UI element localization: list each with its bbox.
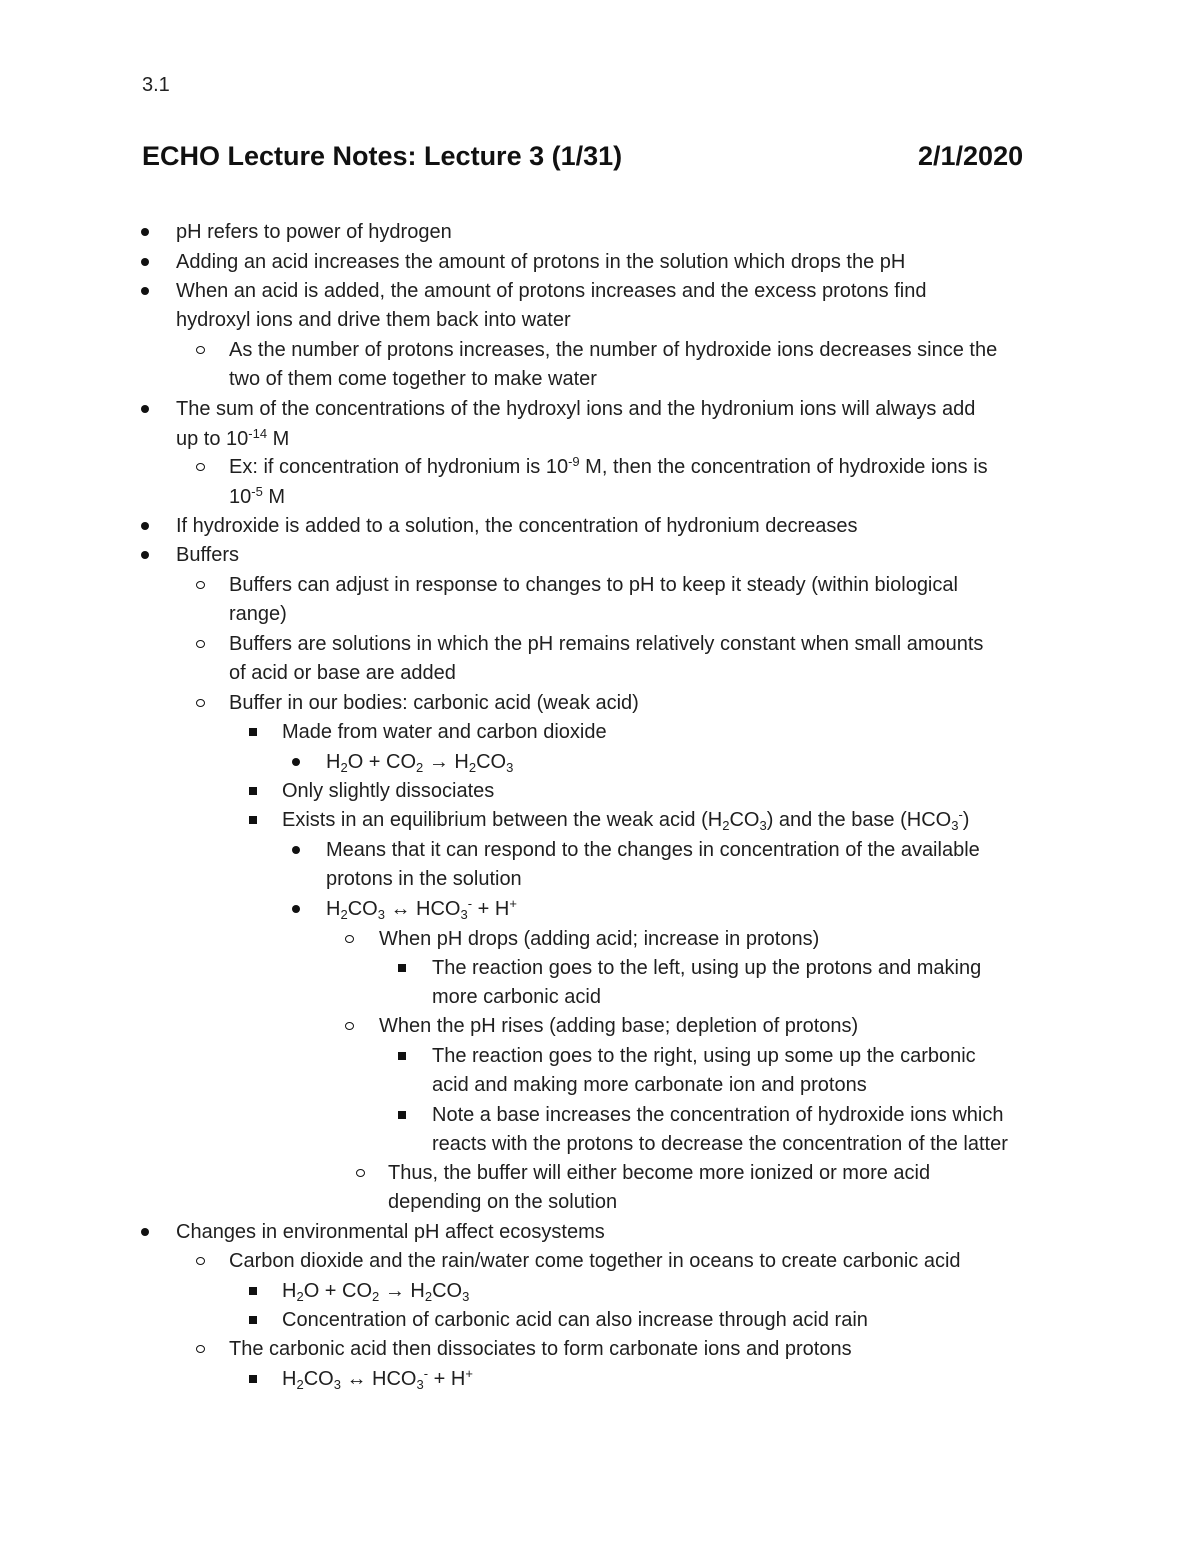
list-item-continuation: acid and making more carbonate ion and protons	[432, 1074, 867, 1096]
bullet-square-icon	[249, 787, 257, 795]
list-item-continuation	[229, 483, 285, 511]
list-item: The reaction goes to the right, using up some up the carbonic	[432, 1045, 976, 1067]
list-item-continuation: reacts with the protons to decrease the concentration of the latter	[432, 1133, 1008, 1155]
bullet-circle-icon	[356, 1169, 365, 1177]
bullet-square-icon	[249, 1287, 257, 1295]
subscript: 2	[340, 907, 348, 922]
list-item	[282, 806, 969, 834]
list-item-continuation	[176, 425, 289, 453]
list-item-continuation: protons in the solution	[326, 868, 522, 890]
subscript: 2	[372, 1289, 380, 1304]
superscript: -5	[251, 484, 263, 499]
chemical-equation	[326, 748, 513, 776]
subscript: 3	[333, 1377, 341, 1392]
text: )	[962, 809, 970, 831]
page-date: 2/1/2020	[918, 141, 1024, 171]
list-item: If hydroxide is added to a solution, the concentration of hydronium decreases	[176, 515, 858, 537]
bullet-circle-icon	[196, 699, 205, 707]
subscript: 3	[462, 1289, 470, 1304]
text: O + CO	[303, 1280, 373, 1302]
list-item: Adding an acid increases the amount of protons in the solution which drops the pH	[176, 251, 906, 273]
superscript: +	[465, 1366, 473, 1381]
page-number: 3.1	[142, 74, 170, 96]
text: H	[326, 751, 341, 773]
bullet-circle-icon	[196, 1257, 205, 1265]
bullet-circle-icon	[196, 581, 205, 589]
text: ↔ HCO	[340, 1368, 417, 1390]
list-item: Buffer in our bodies: carbonic acid (weak acid)	[229, 692, 639, 714]
bullet-square-icon	[249, 728, 257, 736]
text: CO	[729, 809, 760, 831]
superscript: -9	[568, 454, 580, 469]
bullet-circle-icon	[345, 1022, 354, 1030]
list-item: When the pH rises (adding base; depletion of protons)	[379, 1015, 859, 1037]
superscript: -	[958, 807, 963, 822]
subscript: 3	[506, 760, 514, 775]
bullet-square-icon	[249, 1316, 257, 1324]
text: ↔ HCO	[384, 898, 461, 920]
subscript: 3	[759, 818, 767, 833]
chemical-equation	[282, 1365, 473, 1393]
bullet-disc-icon	[141, 405, 149, 413]
list-item: When pH drops (adding acid; increase in protons)	[379, 928, 820, 950]
text: CO	[347, 898, 378, 920]
bullet-disc-icon	[292, 846, 300, 854]
bullet-disc-icon	[141, 522, 149, 530]
bullet-circle-icon	[196, 346, 205, 354]
text: H	[282, 1368, 297, 1390]
page-title: ECHO Lecture Notes: Lecture 3 (1/31)	[142, 141, 623, 171]
subscript: 2	[722, 818, 730, 833]
bullet-square-icon	[398, 1052, 406, 1060]
text: H	[282, 1280, 297, 1302]
text: → H	[423, 751, 469, 773]
bullet-square-icon	[249, 1375, 257, 1383]
bullet-disc-icon	[292, 905, 300, 913]
bullet-square-icon	[398, 964, 406, 972]
text: ) and the base (HCO	[766, 809, 952, 831]
list-item-continuation: of acid or base are added	[229, 662, 456, 684]
list-item	[229, 453, 988, 481]
list-item: The reaction goes to the left, using up the protons and making	[432, 957, 982, 979]
list-item: The sum of the concentrations of the hydroxyl ions and the hydronium ions will always add	[176, 398, 976, 420]
text: + H	[428, 1368, 466, 1390]
subscript: 2	[296, 1289, 304, 1304]
text: Exists in an equilibrium between the weak acid (H	[282, 809, 723, 831]
chemical-equation	[282, 1277, 469, 1305]
subscript: 2	[340, 760, 348, 775]
text: CO	[303, 1368, 334, 1390]
subscript: 3	[951, 818, 959, 833]
text: M, then the concentration of hydroxide ions is	[579, 456, 988, 478]
list-item: Concentration of carbonic acid can also increase through acid rain	[282, 1309, 868, 1331]
text: → H	[379, 1280, 425, 1302]
subscript: 3	[460, 907, 468, 922]
text: + H	[472, 898, 510, 920]
list-item: Made from water and carbon dioxide	[282, 721, 607, 743]
bullet-circle-icon	[196, 640, 205, 648]
bullet-circle-icon	[196, 463, 205, 471]
bullet-circle-icon	[196, 1345, 205, 1353]
list-item-continuation: depending on the solution	[388, 1191, 618, 1213]
subscript: 3	[416, 1377, 424, 1392]
list-item-continuation: more carbonic acid	[432, 986, 601, 1008]
text: M	[267, 428, 290, 450]
subscript: 3	[377, 907, 385, 922]
list-item: Means that it can respond to the changes in concentration of the available	[326, 839, 980, 861]
superscript: +	[509, 896, 517, 911]
subscript: 2	[296, 1377, 304, 1392]
subscript: 2	[416, 760, 424, 775]
bullet-disc-icon	[141, 1228, 149, 1236]
list-item: Buffers	[176, 544, 239, 566]
list-item: As the number of protons increases, the number of hydroxide ions decreases since the	[229, 339, 998, 361]
text: O + CO	[347, 751, 417, 773]
list-item-continuation: range)	[229, 603, 287, 625]
bullet-disc-icon	[141, 258, 149, 266]
list-item: Changes in environmental pH affect ecosystems	[176, 1221, 605, 1243]
list-item: Thus, the buffer will either become more ionized or more acid	[388, 1162, 931, 1184]
bullet-disc-icon	[292, 758, 300, 766]
text: up to 10	[176, 428, 249, 450]
bullet-square-icon	[249, 816, 257, 824]
list-item: Buffers can adjust in response to changes to pH to keep it steady (within biological	[229, 574, 958, 596]
list-item: Carbon dioxide and the rain/water come together in oceans to create carbonic acid	[229, 1250, 961, 1272]
subscript: 2	[468, 760, 477, 775]
list-item: When an acid is added, the amount of protons increases and the excess protons find	[176, 280, 927, 302]
subscript: 2	[424, 1289, 433, 1304]
bullet-disc-icon	[141, 228, 149, 236]
text: CO	[476, 751, 507, 773]
list-item: The carbonic acid then dissociates to form carbonate ions and protons	[229, 1338, 852, 1360]
bullet-disc-icon	[141, 287, 149, 295]
list-item-continuation: hydroxyl ions and drive them back into water	[176, 309, 571, 331]
text: 10	[229, 486, 252, 508]
bullet-circle-icon	[345, 935, 354, 943]
text: H	[326, 898, 341, 920]
text: Ex: if concentration of hydronium is 10	[229, 456, 569, 478]
list-item: Note a base increases the concentration of hydroxide ions which	[432, 1104, 1004, 1126]
bullet-square-icon	[398, 1111, 406, 1119]
superscript: -	[423, 1366, 429, 1381]
chemical-equation	[326, 895, 517, 923]
list-item: pH refers to power of hydrogen	[176, 221, 452, 243]
list-item: Only slightly dissociates	[282, 780, 495, 802]
list-item-continuation: two of them come together to make water	[229, 368, 597, 390]
superscript: -14	[248, 426, 268, 441]
bullet-disc-icon	[141, 551, 149, 559]
superscript: -	[467, 896, 473, 911]
list-item: Buffers are solutions in which the pH remains relatively constant when small amounts	[229, 633, 984, 655]
text: M	[262, 486, 286, 508]
text: CO	[432, 1280, 463, 1302]
